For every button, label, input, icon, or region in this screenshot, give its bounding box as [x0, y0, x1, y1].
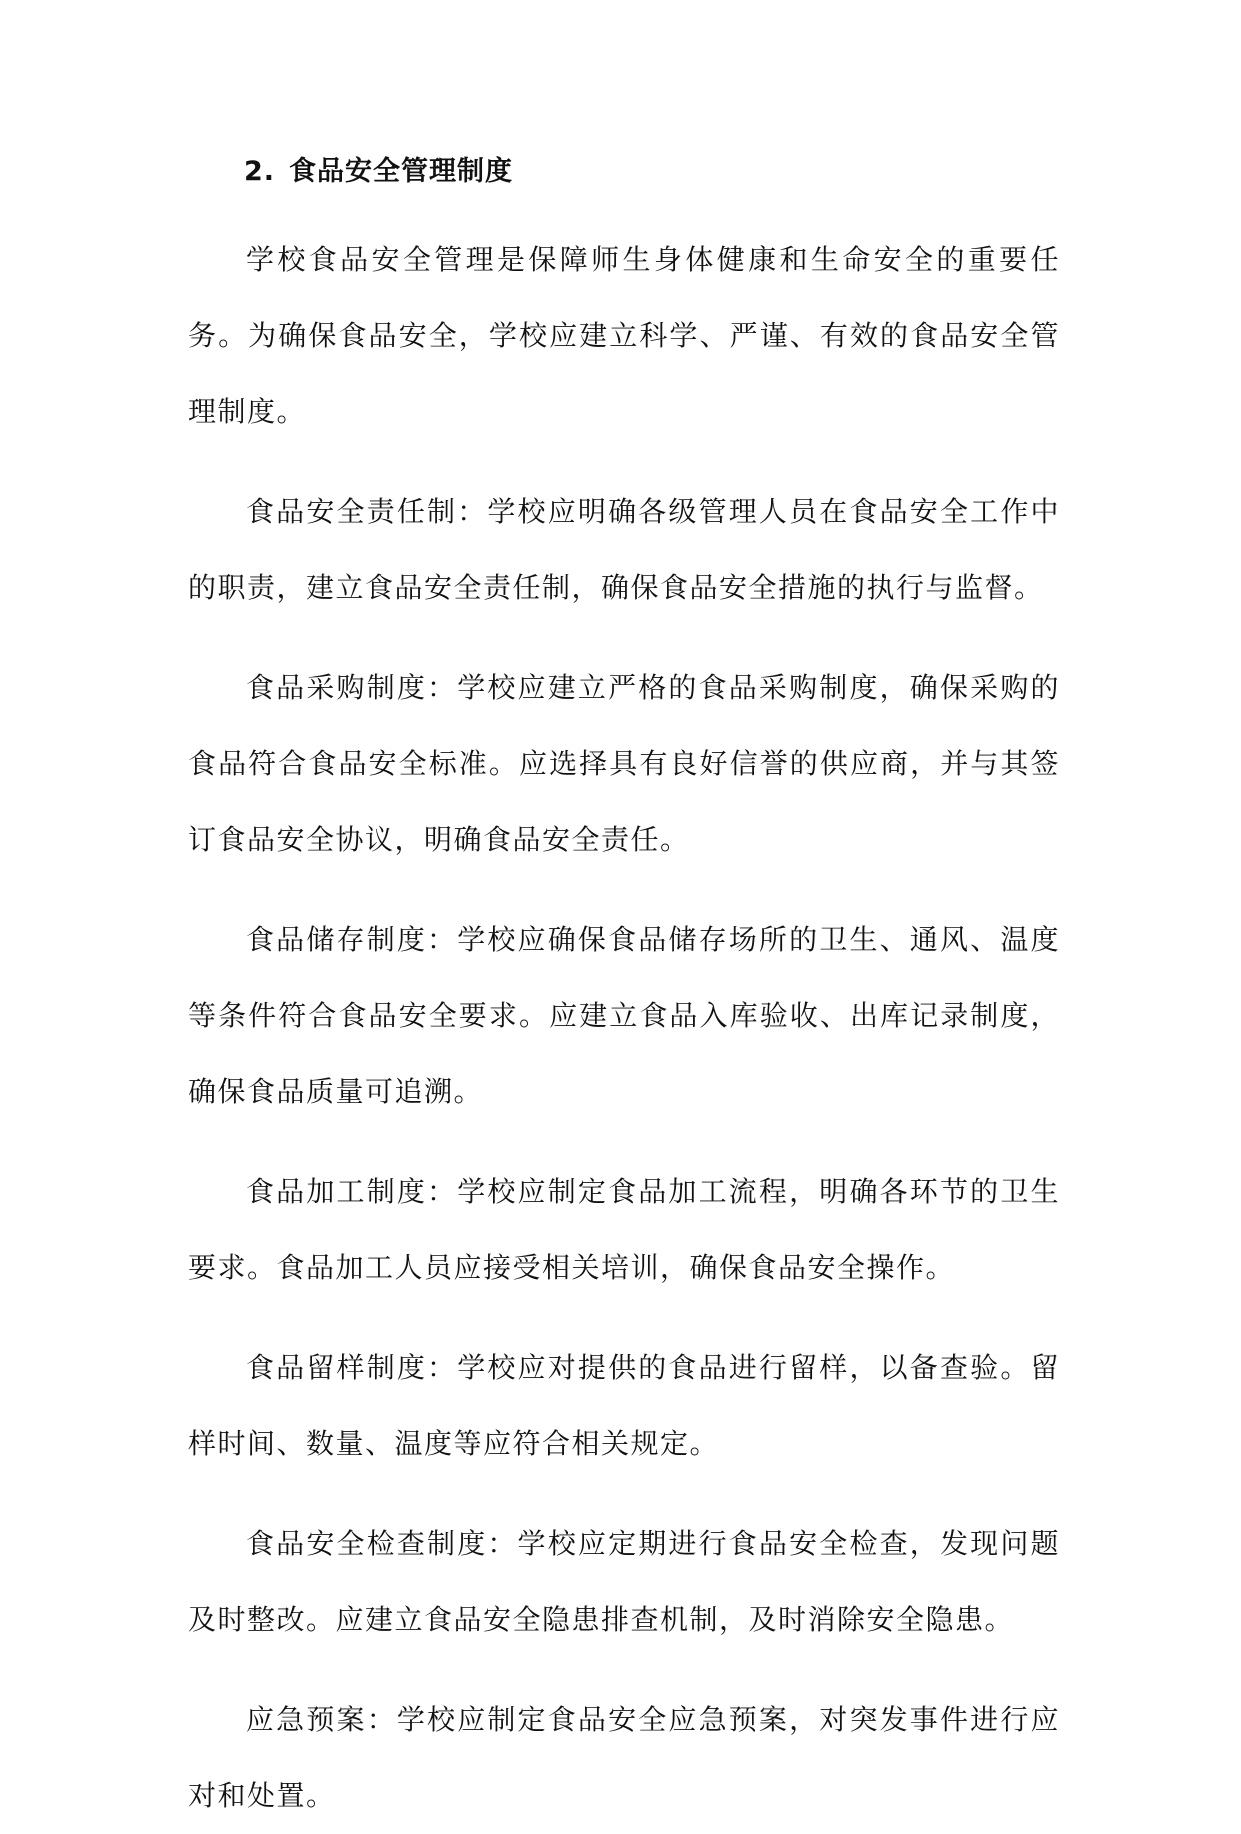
paragraph-emergency-plan: 应急预案：学校应制定食品安全应急预案，对突发事件进行应对和处置。	[188, 1703, 1060, 1812]
paragraph-storage: 食品储存制度：学校应确保食品储存场所的卫生、通风、温度等条件符合食品安全要求。应建立食品入库验收、出库记录制度，确保食品质量可追溯。	[188, 923, 1060, 1108]
paragraph-intro: 学校食品安全管理是保障师生身体健康和生命安全的重要任务。为确保食品安全，学校应建立科学、严谨、有效的食品安全管理制度。	[188, 243, 1060, 428]
section-number: 2.	[244, 156, 276, 187]
section-heading	[244, 146, 1060, 198]
paragraph-processing: 食品加工制度：学校应制定食品加工流程，明确各环节的卫生要求。食品加工人员应接受相关培训，确保食品安全操作。	[188, 1175, 1060, 1284]
paragraph-procurement: 食品采购制度：学校应建立严格的食品采购制度，确保采购的食品符合食品安全标准。应选择具有良好信誉的供应商，并与其签订食品安全协议，明确食品安全责任。	[188, 671, 1060, 856]
document-content	[188, 146, 1060, 1834]
paragraph-responsibility: 食品安全责任制：学校应明确各级管理人员在食品安全工作中的职责，建立食品安全责任制，确保食品安全措施的执行与监督。	[188, 495, 1060, 604]
section-title: 食品安全管理制度	[289, 156, 514, 187]
paragraph-sample-retention: 食品留样制度：学校应对提供的食品进行留样，以备查验。留样时间、数量、温度等应符合相关规定。	[188, 1351, 1060, 1460]
paragraph-inspection: 食品安全检查制度：学校应定期进行食品安全检查，发现问题及时整改。应建立食品安全隐患排查机制，及时消除安全隐患。	[188, 1527, 1060, 1636]
